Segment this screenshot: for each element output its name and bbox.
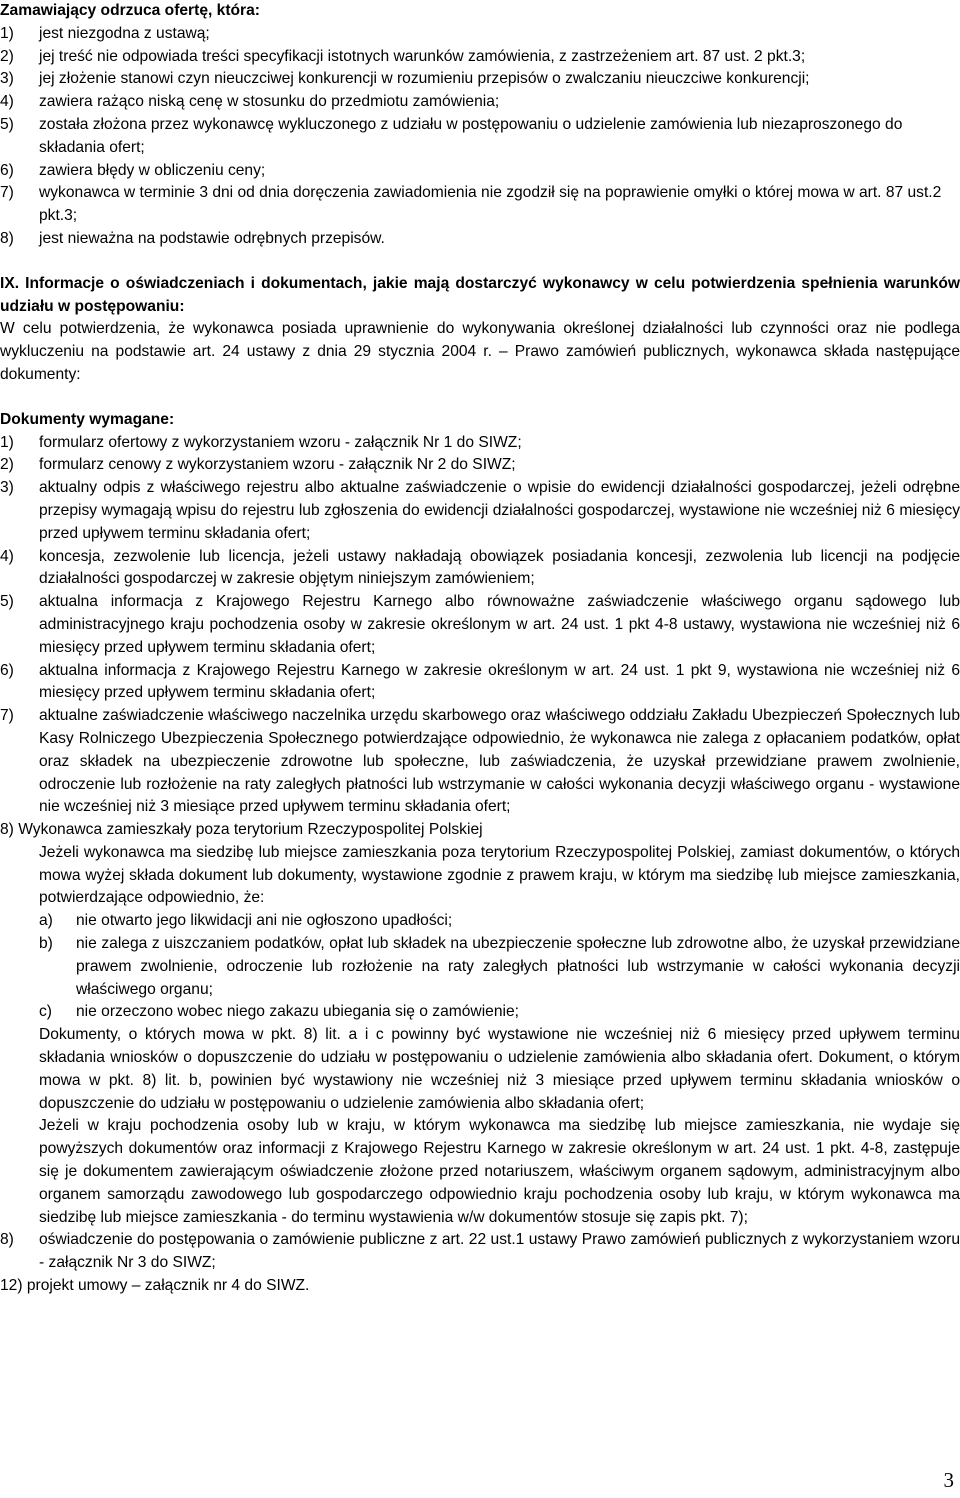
item-number: 3) — [0, 479, 14, 497]
list-item — [0, 660, 960, 706]
list-item — [0, 91, 960, 114]
item-text: formularz cenowy z wykorzystaniem wzoru - załącznik Nr 2 do SIWZ; — [39, 456, 516, 474]
documents-heading: Dokumenty wymagane: — [0, 410, 175, 428]
list-item — [0, 68, 960, 91]
list-item — [39, 1001, 960, 1024]
list-item — [0, 432, 960, 455]
item-number: 8) — [0, 1231, 14, 1249]
list-item — [0, 46, 960, 69]
list-item — [0, 182, 960, 228]
item8-heading: 8) Wykonawca zamieszkały poza terytorium Rzeczypospolitej Polskiej — [0, 821, 483, 839]
item-text: jest niezgodna z ustawą; — [39, 24, 210, 42]
list-item — [0, 1229, 960, 1275]
item-number: 2) — [0, 456, 14, 474]
item8-sublist — [0, 910, 960, 1024]
list-item — [0, 114, 960, 160]
list-item — [0, 705, 960, 819]
item-number: 2) — [0, 47, 14, 65]
section-ix-heading: IX. Informacje o oświadczeniach i dokumentach, jakie mają dostarczyć wykonawcy w celu potwierdzenia spełnienia warunków udziału w postępowaniu: — [0, 274, 960, 315]
page-number: 3 — [943, 1468, 954, 1492]
list-item — [0, 23, 960, 46]
item-text: zawiera rażąco niską cenę w stosunku do przedmiotu zamówienia; — [39, 93, 500, 111]
item-number: 1) — [0, 24, 14, 42]
rejection-list — [0, 23, 960, 251]
item-number: 3) — [0, 70, 14, 88]
item-text: zawiera błędy w obliczeniu ceny; — [39, 161, 266, 179]
item-number: 4) — [0, 547, 14, 565]
item-letter: a) — [39, 912, 53, 930]
item-number: 7) — [0, 707, 14, 725]
list-item — [0, 160, 960, 183]
list-item — [0, 591, 960, 659]
list-item — [0, 546, 960, 592]
item-letter: c) — [39, 1003, 52, 1021]
item-text: oświadczenie do postępowania o zamówienie publiczne z art. 22 ust.1 ustawy Prawo zamówień publicznych z wykorzystaniem wzoru - załącznik Nr 3 do SIWZ; — [39, 1231, 960, 1272]
item-text: wykonawca w terminie 3 dni od dnia doręczenia zawiadomienia nie zgodził się na poprawienie omyłki o której mowa w art. 87 ust.2 pkt.3; — [39, 184, 942, 225]
item-text: nie otwarto jego likwidacji ani nie ogłoszono upadłości; — [76, 912, 453, 930]
item-text: nie zalega z uiszczaniem podatków, opłat lub składek na ubezpieczenie społeczne lub zdrowotne albo, że uzyskał przewidziane prawem zwolnienie, odroczenie lub rozłożenie na raty zaległych płatności lub wstrzymanie w całości wykonania decyzji właściwego organu; — [76, 935, 960, 998]
item-text: aktualny odpis z właściwego rejestru albo aktualne zaświadczenie o wpisie do ewidencji działalności gospodarczej, jeżeli odrębne przepisy wymagają wpisu do rejestru lub zgłoszenia do ewidencji działalności gospodarczej, wystawione nie wcześniej niż 6 miesięcy przed upływem terminu składania ofert; — [39, 479, 960, 542]
item8-paragraph-3: Jeżeli w kraju pochodzenia osoby lub w kraju, w którym wykonawca ma siedzibę lub miejsce zamieszkania, nie wydaje się powyższych dokumentów oraz informacji z Krajowego Rejestru Karnego w zakresie określonym w art. 24 ust. 1 pkt. 4-8, zastępuje się je dokumentem zawierającym oświadczenie złożone przed notariuszem, właściwym organem sądowym, administracyjnym albo organem samorządu zawodowego lub gospodarczego odpowiednio kraju pochodzenia osoby lub kraju, w którym wykonawca ma siedzibę lub miejsce zamieszkania - do terminu wystawienia w/w dokumentów stosuje się zapis pkt. 7); — [39, 1117, 960, 1226]
item-text: aktualna informacja z Krajowego Rejestru Karnego albo równoważne zaświadczenie właściwego organu sądowego lub administracyjnego kraju pochodzenia osoby w zakresie określonym w art. 24 ust. 1 pkt 4-8 ustawy, wystawiona nie wcześniej niż 6 miesięcy przed upływem terminu składania ofert; — [39, 593, 960, 656]
item-number: 5) — [0, 593, 14, 611]
list-item — [0, 454, 960, 477]
item8-paragraph-2: Dokumenty, o których mowa w pkt. 8) lit. a i c powinny być wystawione nie wcześniej niż 6 miesięcy przed upływem terminu składania wniosków o dopuszczenie do udziału w postępowaniu o udzielenie zamówienia albo składania ofert. Dokument, o którym mowa w pkt. 8) lit. b, powinien być wystawiony nie wcześniej niż 3 miesiące przed upływem terminu składania wniosków o dopuszczenie do udziału w postępowaniu o udzielenie zamówienia albo składania ofert; — [39, 1026, 960, 1112]
list-item — [39, 933, 960, 1001]
rejection-intro: Zamawiający odrzuca ofertę, która: — [0, 2, 260, 19]
item-text: formularz ofertowy z wykorzystaniem wzoru - załącznik Nr 1 do SIWZ; — [39, 433, 522, 451]
list-item — [0, 228, 960, 251]
list-item — [0, 477, 960, 545]
item12: 12) projekt umowy – załącznik nr 4 do SIWZ. — [0, 1277, 310, 1295]
item-number: 6) — [0, 661, 14, 679]
section-ix-body: W celu potwierdzenia, że wykonawca posiada uprawnienie do wykonywania określonej działalności lub czynności oraz nie podlega wykluczeniu na podstawie art. 24 ustawy z dnia 29 stycznia 2004 r. – Prawo zamówień publicznych, wykonawca składa następujące dokumenty: — [0, 320, 960, 383]
item-number: 4) — [0, 93, 14, 111]
item-text: aktualne zaświadczenie właściwego naczelnika urzędu skarbowego oraz właściwego oddziału Zakładu Ubezpieczeń Społecznych lub Kasy Rolniczego Ubezpieczenia Społecznego potwierdzające odpowiednio, że wykonawca nie zalega z opłacaniem podatków, opłat oraz składek na ubezpieczenie zdrowotne lub społeczne, lub zaświadczenia, że uzyskał przewidziane prawem zwolnienie, odroczenie lub rozłożenie na raty zaległych płatności lub wstrzymanie w całości wykonania decyzji właściwego organu - wystawione nie wcześniej niż 3 miesiące przed upływem terminu składania ofert; — [39, 707, 960, 816]
item-number: 7) — [0, 184, 14, 202]
documents-list — [0, 432, 960, 820]
item-number: 6) — [0, 161, 14, 179]
item-text: nie orzeczono wobec niego zakazu ubiegania się o zamówienie; — [76, 1003, 519, 1021]
item-text: jej treść nie odpowiada treści specyfikacji istotnych warunków zamówienia, z zastrzeżeniem art. 87 ust. 2 pkt.3; — [39, 47, 806, 65]
item-letter: b) — [39, 935, 53, 953]
list-item — [39, 910, 960, 933]
item-text: została złożona przez wykonawcę wykluczonego z udziału w postępowaniu o udzielenie zamówienia lub niezaproszonego do składania ofert; — [39, 115, 903, 156]
item-text: jest nieważna na podstawie odrębnych przepisów. — [39, 229, 385, 247]
item-number: 5) — [0, 115, 14, 133]
item-text: aktualna informacja z Krajowego Rejestru Karnego w zakresie określonym w art. 24 ust. 1 pkt 9, wystawiona nie wcześniej niż 6 miesięcy przed upływem terminu składania ofert; — [39, 661, 960, 702]
item8-intro: Jeżeli wykonawca ma siedzibę lub miejsce zamieszkania poza terytorium Rzeczypospolitej Polskiej, zamiast dokumentów, o których mowa wyżej składa dokument lub dokumenty, wystawione zgodnie z prawem kraju, w którym ma siedzibę lub miejsce zamieszkania, potwierdzające odpowiednio, że: — [39, 843, 960, 907]
item-text: koncesja, zezwolenie lub licencja, jeżeli ustawy nakładają obowiązek posiadania koncesji, zezwolenia lub licencji na podjęcie działalności gospodarczej w zakresie objętym niniejszym zamówieniem; — [39, 547, 960, 588]
item-number: 8) — [0, 229, 14, 247]
item-text: jej złożenie stanowi czyn nieuczciwej konkurencji w rozumieniu przepisów o zwalczaniu nieuczciwe konkurencji; — [39, 70, 810, 88]
item-number: 1) — [0, 433, 14, 451]
